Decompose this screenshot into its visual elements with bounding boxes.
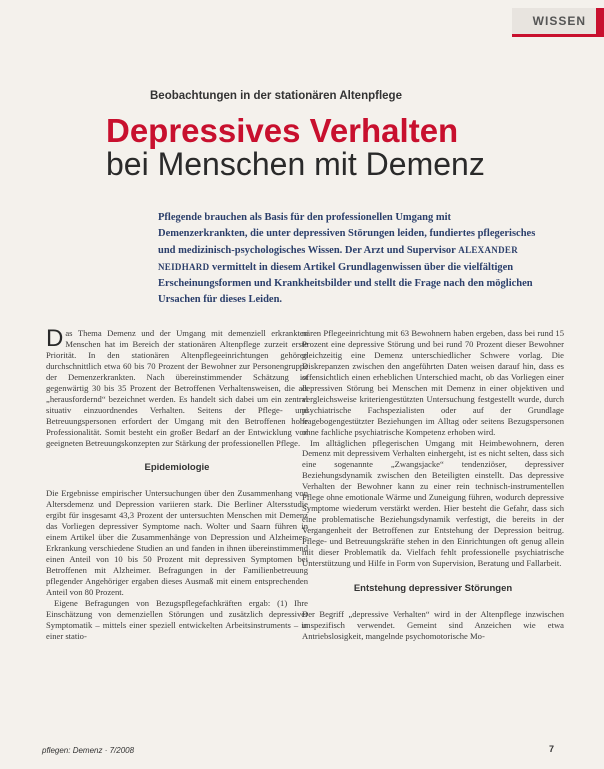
left-column <box>46 325 308 642</box>
right-column <box>302 328 564 642</box>
title-line-2: bei Menschen mit Demenz <box>106 146 485 182</box>
title-line-1: Depressives Verhalten <box>106 112 459 149</box>
subhead-entstehung: Entstehung depressiver Störungen <box>353 582 513 594</box>
section-label: WISSEN <box>532 14 586 28</box>
section-tab <box>512 8 604 37</box>
left-paragraph-1-text: as Thema Demenz und der Umgang mit demenziell erkrankten Menschen hat im Bereich der stationären Altenpflege zurzeit erste Priorität. In den stationären Altenpflegeeinrichtungen gehören durchschnittlich etwa 60 bis 70 Prozent der Bewohner zur Personengruppe der Demenzerkrankten. Nach übereinstimmender Schätzung ist gegenwärtig 30 bis 35 Prozent der Betroffenen Verhaltensweisen, die als „herausfordernd“ bezeichnet werden. Es handelt sich dabei um ein zentral situativ einzuordnendes Verhalten. Seitens der Pflege- und Betreuungspersonen erfordert der Umgang mit den Betroffenen hohe Professionalität. Somit besteht ein großer Bedarf an der Entwicklung von geeigneten Betreuungskonzepten zur Stärkung der professionellen Pflege. <box>46 328 308 448</box>
lead-paragraph <box>158 210 538 308</box>
lead-text-1: Pflegende brauchen als Basis für den professionellen Umgang mit Demenzerkrankten, die unter depressiven Störungen leiden, fundiertes pflegerisches und medizinisch-psychologisches Wissen. Der Arzt und Supervisor <box>158 212 536 256</box>
right-paragraph-2: Im alltäglichen pflegerischen Umgang mit Heimbewohnern, deren Demenz mit depressivem Verhalten einhergeht, ist es nicht selten, dass sich eine sogenannte „Zwangsjacke“ tendenziöser, depressiver Beziehungsdynamik zwischen den Beteiligten einstellt. Das depressive Verhalten der Bewohner kann zu einer rein technisch-instrumentellen Pflege ohne emotionale Wärme und Zuneigung führen, wodurch depressive Symptome wiederum verstärkt werden. Hier besteht die Gefahr, dass sich eine problematische Beziehungsdynamik verfestigt, die bereits in der Vergangenheit der Betroffenen zur Entstehung der Depression beitrug. Pflege- und Betreuungskräfte stehen in den Einrichtungen oft genug allein mit dieser Problematik da. Vielfach fehlt professionelle psychiatrische Unterstützung und Hilfe in Form von Supervision, Beratung und Fallarbeit. <box>302 437 564 569</box>
footer-publication: pflegen: Demenz · 7/2008 <box>42 746 135 755</box>
page-number: 7 <box>548 744 554 754</box>
drop-cap: D <box>46 325 64 352</box>
right-paragraph-1: nären Pflegeeinrichtung mit 63 Bewohnern haben ergeben, dass bei rund 15 Prozent eine depressive Störung und bei rund 70 Prozent dieser Bewohner gleichzeitig eine Demenz unterschiedlicher Schwere vorlag. Die Diskrepanzen zwischen den angeführten Daten weisen darauf hin, dass es offensichtlich einen erheblichen Unterschied macht, ob das Vorliegen einer depressiven Störung bei Menschen mit Demenz in einer objektiven und vergleichsweise kriteriengestützten Untersuchung festgestellt wurde, durch psychiatrische Fachspezialisten oder auf der Grundlage fragebogengestützter Beziehungen im Alltag oder seitens Bezugspersonen ohne fachliche psychiatrische Kompetenz erhoben wird. <box>302 328 564 437</box>
lead-author: ALEXANDER NEIDHARD <box>158 245 518 272</box>
left-paragraph-2: Die Ergebnisse empirischer Untersuchungen über den Zusammenhang von Altersdemenz und Depression variieren stark. Die Berliner Altersstudie ergibt für insgesamt 43,3 Prozent der untersuchten Menschen mit Demenz das Vorliegen depressiver Symptome nach. Wolter und Saarn führen in einem Artikel über die Zusammenhänge von Depression und Alzheimer-Erkrankung verschiedene Studien an und fanden in ihnen übereinstimmend einen Anteil von 10 bis 50 Prozent mit depressiven Symptomen bei Betroffenen mit Alzheimer. Befragungen in der Familienbetreuung pflegender Angehöriger ergaben dieses Ausmaß mit einem entsprechenden Anteil von 80 Prozent. <box>46 488 308 598</box>
left-paragraph-1 <box>46 325 308 448</box>
left-paragraph-3: Eigene Befragungen von Bezugspflegefachkräften ergab: (1) Ihre Einschätzung von demenziellen Störungen und zusätzlich depressiver Symptomatik – mittels einer speziell entwickelten Arbeitsinstruments – in einer statio- <box>46 597 308 641</box>
kicker: Beobachtungen in der stationären Altenpflege <box>150 90 402 102</box>
right-paragraph-3: Der Begriff „depressive Verhalten“ wird in der Altenpflege inzwischen unspezifisch verwendet. Gemeint sind Anzeichen wie etwa Antriebslosigkeit, mangelnde psychomotorische Mo- <box>302 608 564 641</box>
lead-text-2: vermittelt in diesem Artikel Grundlagenwissen über die vielfältigen Erscheinungsformen und Krankheitsbilder und stellt die Frage nach den möglichen Ursachen für dieses Leiden. <box>158 262 533 305</box>
section-accent-bar <box>596 8 604 34</box>
subhead-epidemiologie: Epidemiologie <box>144 462 210 474</box>
